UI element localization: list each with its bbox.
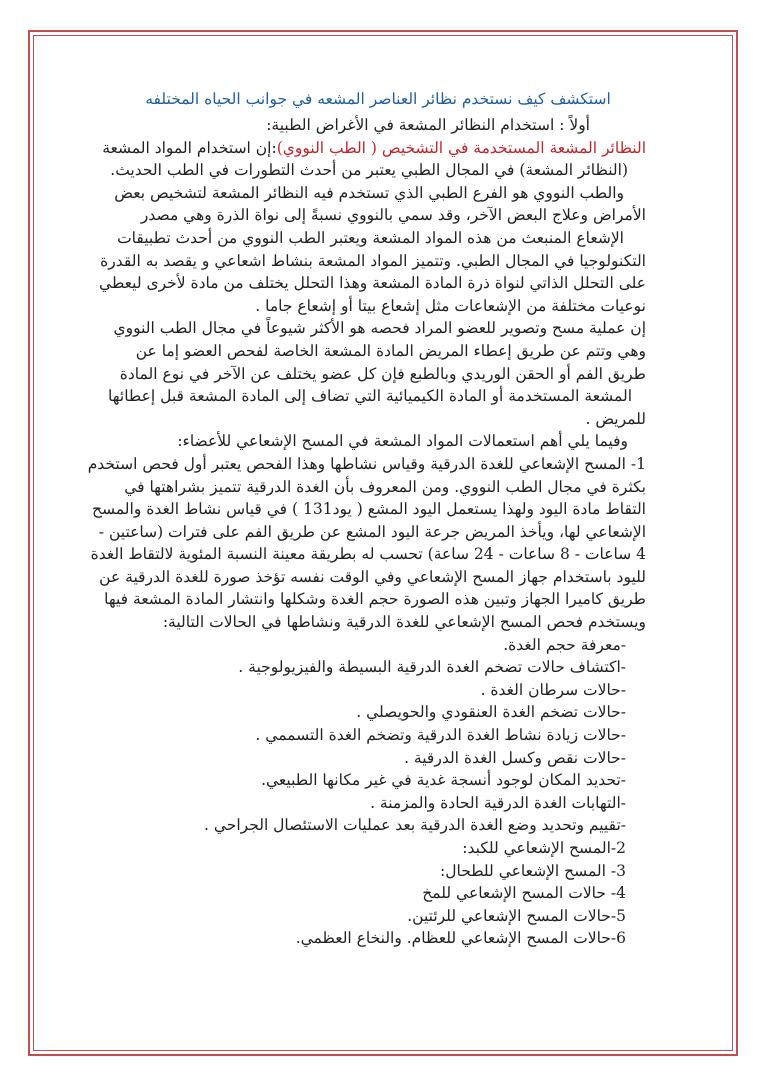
paragraph-line: والطب النووي هو الفرع الطبي الذي تستخدم فيه النظائر المشعة لتشخيص بعض bbox=[114, 183, 624, 202]
paragraph-line: 4 ساعات - 8 ساعات - 24 ساعة) تحسب له بطريقة معينة النسبة المئوية لالتقاط الغدة bbox=[90, 545, 646, 564]
paragraph-line: على التحلل الذاتي لنواة ذرة المادة المشعة وهذا التحلل يختلف من مادة لأخرى ليعطي bbox=[99, 274, 646, 293]
list-item: -التهابات الغدة الدرقية الحادة والمزمنة . bbox=[370, 793, 626, 812]
paragraph-line: التقاط مادة اليود ولهذا يستعمل اليود المشع ( يود131 ) في قياس نشاط الغدة والمسح bbox=[92, 500, 646, 519]
document-title: استكشف كيف نستخدم نظائر العناصر المشعه في جوانب الحياه المختلفه bbox=[145, 90, 611, 108]
paragraph-line: بكثرة في مجال الطب النووي. ومن المعروف بأن الغدة الدرقية تتميز بشراهتها في bbox=[124, 477, 646, 496]
paragraph-line: 1- المسح الإشعاعي للغدة الدرقية وقياس نشاطها وهذا الفحص يعتبر أول فحص استخدم bbox=[87, 454, 646, 473]
paragraph-line: الأمراض وعلاج البعض الآخر، وقد سمي بالنووي نسبةً إلى نواة الذرة وهي مصدر bbox=[140, 206, 646, 225]
list-item: 6-حالات المسح الإشعاعي للعظام. والنخاع العظمي. bbox=[295, 929, 626, 948]
list-item: -اكتشاف حالات تضخم الغدة الدرقية البسيطة والفيزيولوجية . bbox=[238, 658, 626, 677]
paragraph-line: التكنولوجيا في المجال الطبي. وتتميز المواد المشعة بنشاط اشعاعي و يقصد به القدرة bbox=[100, 251, 646, 270]
paragraph-nuclear-medicine bbox=[99, 159, 646, 317]
list-item: -تحديد المكان لوجود أنسجة غدية في غير مكانها الطبيعي. bbox=[261, 771, 626, 790]
paragraph-line: المشعة المستخدمة أو المادة الكيميائية التي تضاف إلى المادة المشعة قبل إعطائها bbox=[108, 387, 632, 406]
paragraph-scanning bbox=[110, 317, 646, 430]
list-item: -حالات سرطان الغدة . bbox=[480, 680, 626, 699]
list-item: 2-المسح الإشعاعي للكبد: bbox=[462, 839, 626, 857]
list-item: -معرفة حجم الغدة. bbox=[503, 635, 626, 654]
paragraph-line: ويستخدم فحص المسح الإشعاعي للغدة الدرقية ونشاطها في الحالات التالية: bbox=[162, 613, 646, 632]
paragraph-line: وهي وتتم عن طريق إعطاء المريض المادة المشعة الخاصة لفحص العضو إما عن bbox=[135, 341, 646, 360]
list-item: 3- المسح الإشعاعي للطحال: bbox=[440, 861, 626, 880]
diagnosis-heading: النظائر المشعة المستخدمة في التشخيص ( الطب النووي) bbox=[276, 138, 646, 157]
list-item: 5-حالات المسح الإشعاعي للرئتين. bbox=[407, 906, 626, 925]
list-item: -حالات تضخم الغدة العنقودي والحويصلي . bbox=[356, 703, 626, 722]
paragraph-line: للمريض . bbox=[585, 409, 646, 428]
paragraph-line: إن عملية مسح وتصوير للعضو المراد فحصه هو الأكثر شيوعاً في مجال الطب النووي bbox=[113, 319, 646, 338]
thyroid-scan-paragraph bbox=[87, 453, 646, 634]
paragraph-line: الإشعاعي لها، ويأخذ المريض جرعة اليود المشع عن طريق الفم على فترات (ساعتين - bbox=[98, 522, 646, 541]
list-item: -تقييم وتحديد وضع الغدة الدرقية بعد عمليات الاستئصال الجراحي . bbox=[204, 816, 626, 835]
list-item: -حالات زيادة نشاط الغدة الدرقية وتضخم الغدة التسممي . bbox=[255, 726, 626, 745]
uses-intro: وفيما يلي أهم استعمالات المواد المشعة في المسح الإشعاعي للأعضاء: bbox=[177, 432, 628, 451]
list-item: 4- حالات المسح الإشعاعي للمخ bbox=[422, 884, 626, 903]
document-page bbox=[87, 88, 646, 950]
paragraph-line: الإشعاع المنبعث من هذه المواد المشعة ويعتبر الطب النووي من أحدث تطبيقات bbox=[117, 228, 624, 247]
paragraph-line: طريق الفم أو الحقن الوريدي وبالطبع فإن كل عضو يختلف عن الآخر في نوع المادة bbox=[119, 364, 646, 383]
paragraph-line: لليود باستخدام جهاز المسح الإشعاعي وفي الوقت نفسه تؤخذ صورة للغدة الدرقية عن bbox=[99, 567, 646, 586]
scan-items-list bbox=[110, 837, 646, 950]
paragraph-line: نوعيات مختلفة من الإشعاعات مثل إشعاع بيتا أو إشعاع جاما . bbox=[255, 296, 646, 315]
section-heading-medical: أولاً : استخدام النظائر المشعة في الأغراض الطبية: bbox=[266, 116, 590, 134]
diagnosis-heading-tail: :إن استخدام المواد المشعة bbox=[102, 138, 277, 157]
paragraph-line: طريق كاميرا الجهاز وتبين هذه الصورة حجم الغدة وشكلها وانتشار المادة المشعة فيها bbox=[104, 590, 646, 609]
diagnosis-heading-line bbox=[102, 137, 646, 160]
thyroid-cases-list bbox=[110, 634, 646, 837]
paragraph-line: (النظائر المشعة) في المجال الطبي يعتبر من أحدث التطورات في الطب الحديث. bbox=[110, 161, 628, 180]
list-item: -حالات نقص وكسل الغدة الدرقية . bbox=[404, 748, 626, 767]
